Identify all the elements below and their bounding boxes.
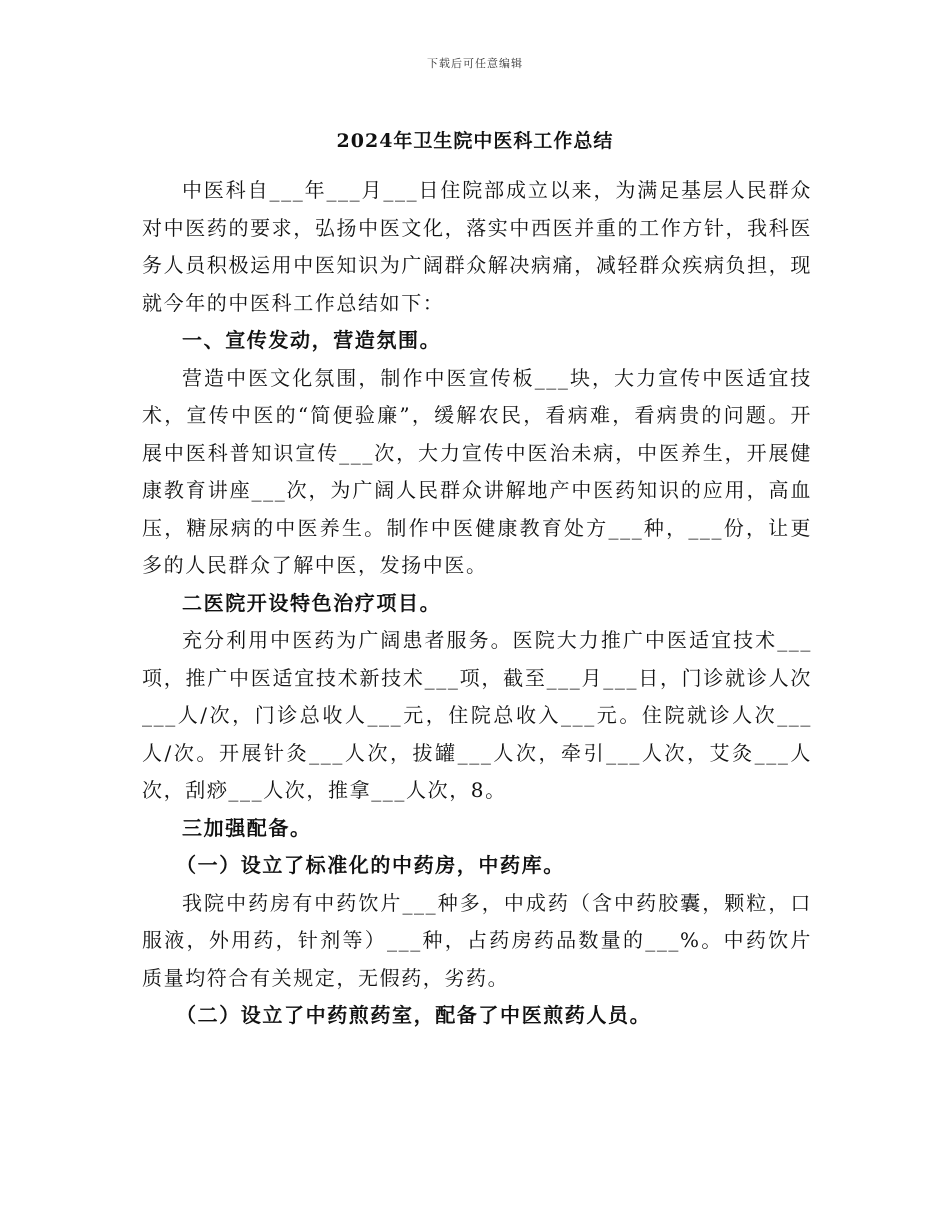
section-3-subheading-2: （二）设立了中药煎药室，配备了中医煎药人员。 [176, 1003, 652, 1027]
document-title: 2024年卫生院中医科工作总结 [336, 130, 614, 152]
section-1-body: 营造中医文化氛围，制作中医宣传板___块，大力宣传中医适宜技术，宣传中医的“简便验廉”，缓解农民，看病难，看病贵的问题。开展中医科普知识宣传___次，大力宣传中医治未病，中医养生，开展健康教育讲座___次，为广阔人民群众讲解地产中医药知识的应用，高血压，糖尿病的中医养生。制作中医健康教育处方___种，___份，让更多的人民群众了解中医，发扬中医。 [142, 365, 812, 577]
document-body [142, 172, 812, 1035]
section-3-subheading-1: （一）设立了标准化的中药房，中药库。 [176, 853, 565, 877]
section-3-sub-1-body: 我院中药房有中药饮片___种多，中成药（含中药胶囊，颗粒，口服液，外用药，针剂等）___种，占药房药品数量的___%。中药饮片质量均符合有关规定，无假药，劣药。 [142, 890, 812, 990]
section-3-heading: 三加强配备。 [182, 815, 312, 840]
header-note: 下载后可任意编辑 [427, 57, 523, 70]
section-1-heading: 一、宣传发动，营造氛围。 [182, 328, 442, 352]
section-2-body: 充分利用中医药为广阔患者服务。医院大力推广中医适宜技术___项，推广中医适宜技术新技术___项，截至___月___日，门诊就诊人次___人/次，门诊总收人___元，住院总收入___元。住院就诊人次___人/次。开展针灸___人次，拔罐___人次，牵引___人次，艾灸___人次，刮痧___人次，推拿___人次，8。 [142, 628, 812, 802]
section-2-heading: 二医院开设特色治疗项目。 [182, 590, 442, 615]
intro-paragraph: 中医科自___年___月___日住院部成立以来，为满足基层人民群众对中医药的要求，弘扬中医文化，落实中西医并重的工作方针，我科医务人员积极运用中医知识为广阔群众解决病痛，减轻群众疾病负担，现就今年的中医科工作总结如下： [142, 178, 812, 315]
